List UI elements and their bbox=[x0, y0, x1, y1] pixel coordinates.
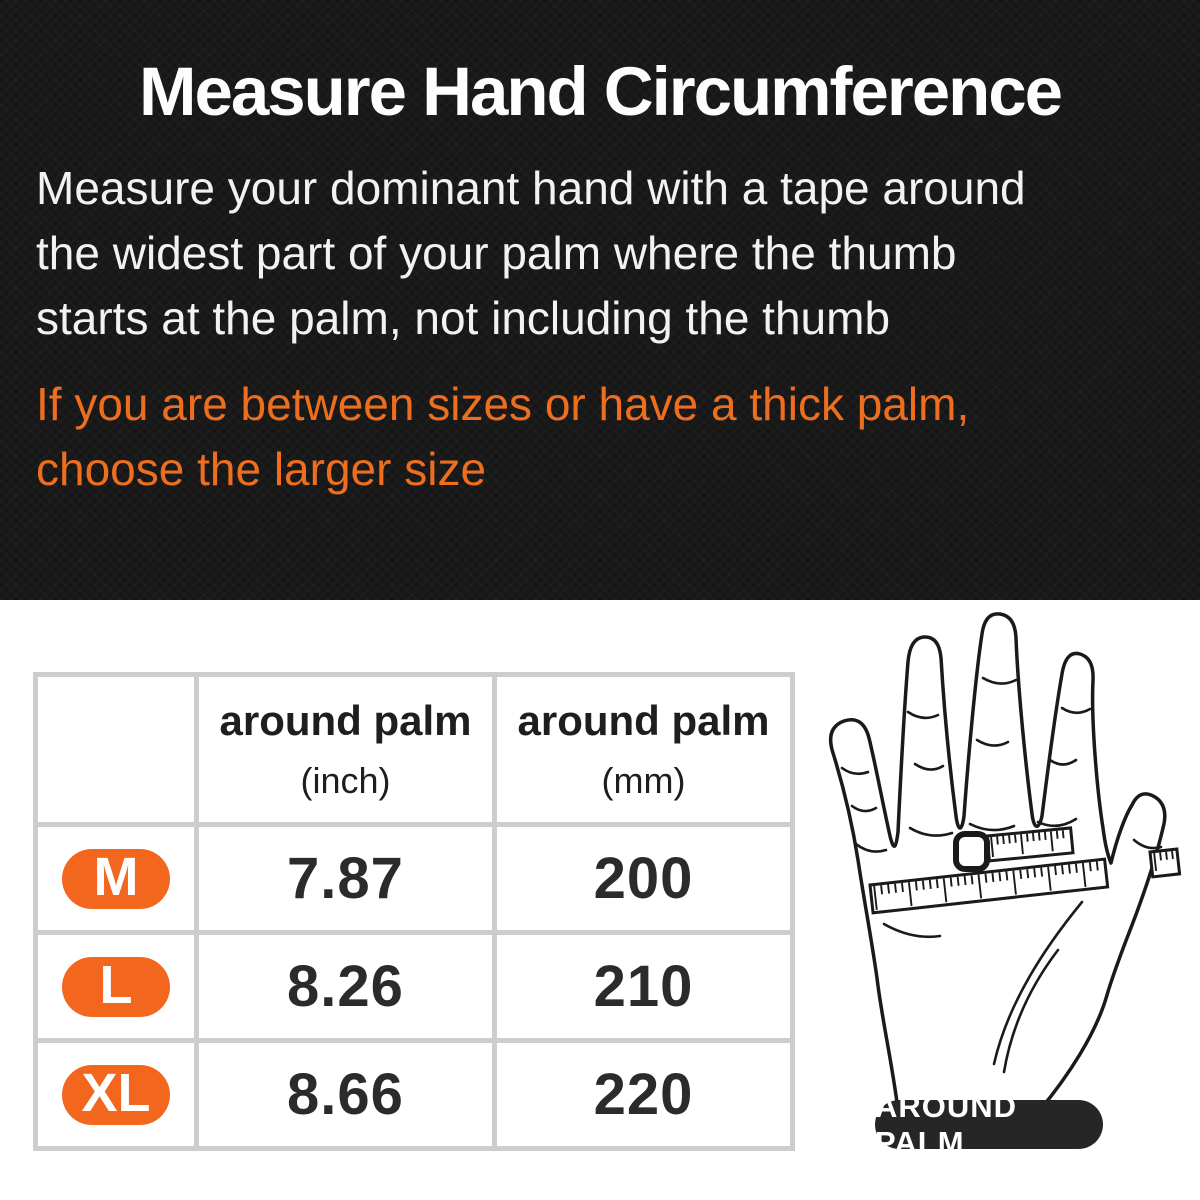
table-row-m bbox=[36, 825, 793, 933]
value-mm: 220 bbox=[593, 1062, 694, 1127]
size-cell bbox=[36, 825, 197, 933]
mm-cell bbox=[495, 1041, 793, 1149]
value-inch: 8.66 bbox=[287, 1062, 404, 1127]
instruction-line: starts at the palm, not including the thumb bbox=[36, 292, 891, 344]
table-row-l bbox=[36, 933, 793, 1041]
size-cell bbox=[36, 933, 197, 1041]
inch-cell bbox=[197, 933, 495, 1041]
value-mm: 210 bbox=[593, 954, 694, 1019]
size-badge-m: M bbox=[62, 849, 170, 909]
instruction-line: the widest part of your palm where the thumb bbox=[36, 227, 957, 279]
column-title: around palm bbox=[517, 696, 770, 744]
column-unit: (inch) bbox=[300, 759, 391, 801]
inch-cell bbox=[197, 825, 495, 933]
size-column-header bbox=[36, 675, 197, 825]
around-palm-mm-header bbox=[495, 675, 793, 825]
hand-with-tape-measure-drawing bbox=[820, 600, 1190, 1170]
size-cell bbox=[36, 1041, 197, 1149]
note-line: choose the larger size bbox=[36, 443, 487, 495]
column-unit: (mm) bbox=[601, 759, 686, 801]
around-palm-inch-header bbox=[197, 675, 495, 825]
value-mm: 200 bbox=[593, 846, 694, 911]
size-badge-xl: XL bbox=[62, 1065, 170, 1125]
page-title: Measure Hand Circumference bbox=[138, 53, 1062, 130]
column-title: around palm bbox=[219, 696, 472, 744]
size-badge-l: L bbox=[62, 957, 170, 1017]
around-palm-caption: AROUND PALM bbox=[875, 1100, 1103, 1149]
mm-cell bbox=[495, 933, 793, 1041]
tape-buckle bbox=[956, 834, 987, 869]
inch-cell bbox=[197, 1041, 495, 1149]
mm-cell bbox=[495, 825, 793, 933]
value-inch: 8.26 bbox=[287, 954, 404, 1019]
hand-illustration bbox=[820, 600, 1190, 1170]
instruction-line: Measure your dominant hand with a tape around bbox=[36, 162, 1026, 214]
value-inch: 7.87 bbox=[287, 846, 404, 911]
size-table bbox=[33, 672, 795, 1151]
tape-tail bbox=[1150, 849, 1180, 877]
table-row-xl bbox=[36, 1041, 793, 1149]
table-header-row bbox=[36, 675, 793, 825]
measure-instructions bbox=[36, 156, 1166, 351]
hand-outline bbox=[831, 614, 1165, 1110]
note-line: If you are between sizes or have a thick palm, bbox=[36, 378, 970, 430]
between-sizes-note bbox=[36, 372, 1166, 502]
